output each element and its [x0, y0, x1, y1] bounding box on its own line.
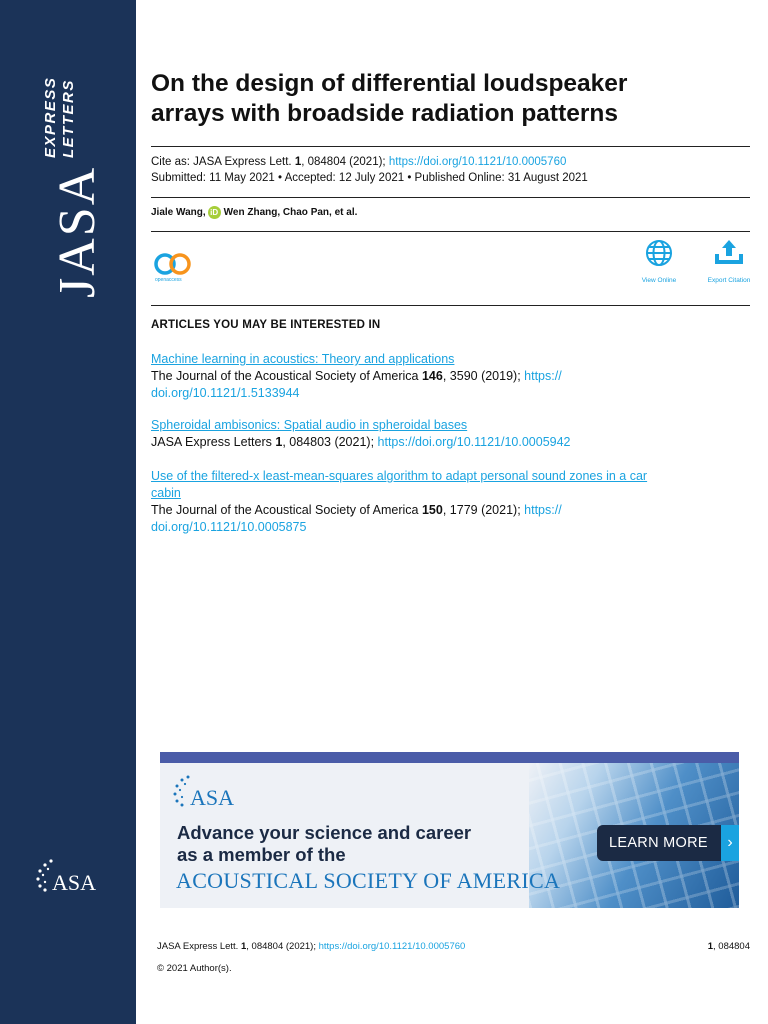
cite-line: [151, 154, 588, 170]
export-citation-label: Export Citation: [707, 277, 751, 284]
related-article-pages: , 1779 (2021);: [442, 503, 525, 517]
footer-citation-rest: , 084804 (2021);: [246, 941, 319, 952]
view-online-button[interactable]: [624, 238, 694, 284]
related-article-journal: The Journal of the Acoustical Society of America: [151, 503, 422, 517]
journal-sidebar: [0, 0, 136, 1024]
author-others[interactable]: Wen Zhang, Chao Pan, et al.: [223, 207, 358, 218]
journal-logo-main: JASA: [49, 165, 106, 298]
related-article: [151, 417, 741, 451]
author-first[interactable]: Jiale Wang,: [151, 207, 206, 218]
footer-citation: [157, 941, 465, 952]
cite-prefix: Cite as: JASA Express Lett.: [151, 156, 295, 168]
related-article-title-line1: Use of the filtered-x least-mean-squares algorithm to adapt personal sound zones in a car: [151, 469, 648, 483]
learn-more-button[interactable]: [597, 825, 739, 861]
ad-headline: [177, 822, 471, 866]
related-article-doi[interactable]: https://: [524, 503, 562, 517]
related-article-source: [151, 434, 741, 451]
article-doi-link[interactable]: https://doi.org/10.1121/10.0005760: [388, 156, 567, 168]
related-article-volume: 1: [275, 435, 283, 449]
copyright-notice: © 2021 Author(s).: [157, 963, 232, 974]
ad-top-bar: [160, 752, 739, 763]
citation-block: [151, 154, 588, 186]
related-article-source: [151, 368, 741, 402]
divider: [151, 305, 750, 306]
learn-more-label: LEARN MORE: [609, 835, 708, 851]
ad-headline-line2: as a member of the: [177, 844, 346, 865]
related-article-doi[interactable]: https://doi.org/10.1121/10.0005942: [377, 435, 571, 449]
related-article-volume: 146: [421, 369, 443, 383]
related-article-title-line2: cabin: [151, 486, 181, 500]
related-article-pages: , 084803 (2021);: [282, 435, 378, 449]
asa-membership-ad[interactable]: [160, 752, 739, 908]
divider: [151, 146, 750, 147]
footer-volume: 1: [240, 941, 247, 952]
related-article-volume: 150: [421, 503, 443, 517]
related-article-title[interactable]: Spheroidal ambisonics: Spatial audio in spheroidal bases: [151, 418, 468, 432]
footer-page-volume: 1: [707, 941, 714, 952]
open-access-label: openaccess: [155, 277, 182, 283]
related-article-doi-cont[interactable]: doi.org/10.1121/10.0005875: [151, 520, 307, 534]
export-citation-button[interactable]: [694, 238, 764, 284]
publication-dates: Submitted: 11 May 2021 • Accepted: 12 July 2021 • Published Online: 31 August 2021: [151, 172, 588, 184]
related-article-journal: JASA Express Letters: [151, 435, 276, 449]
article-title-line2: arrays with broadside radiation patterns: [151, 100, 618, 127]
article-title: [151, 69, 751, 129]
open-access-icon: [152, 250, 194, 284]
divider: [151, 231, 750, 232]
export-icon: [712, 238, 746, 268]
cite-volume: 1: [294, 156, 302, 168]
article-title-line1: On the design of differential loudspeaker: [151, 70, 628, 97]
related-article-pages: , 3590 (2019);: [442, 369, 525, 383]
cite-rest: , 084804 (2021);: [301, 156, 389, 168]
related-article-title[interactable]: Machine learning in acoustics: Theory and applications: [151, 352, 455, 366]
related-article: [151, 351, 741, 402]
related-article-source: [151, 502, 741, 536]
orcid-icon[interactable]: iD: [208, 206, 221, 219]
journal-logo-sub2: LETTERS: [60, 79, 77, 158]
related-article-doi[interactable]: https://: [524, 369, 562, 383]
journal-logo-sub1: EXPRESS: [42, 76, 59, 158]
ad-headline-line1: Advance your science and career: [177, 822, 472, 843]
footer-doi-link[interactable]: https://doi.org/10.1121/10.0005760: [318, 941, 466, 952]
asa-sidebar-logo: [34, 855, 114, 901]
chevron-right-icon: ›: [721, 825, 739, 861]
related-articles-heading: ARTICLES YOU MAY BE INTERESTED IN: [151, 319, 381, 331]
footer-citation-prefix: JASA Express Lett.: [157, 941, 241, 952]
globe-icon: [644, 238, 674, 268]
ad-asa-logo-text: ASA: [190, 785, 235, 810]
footer-page: , 084804: [713, 941, 750, 952]
related-article-journal: The Journal of the Acoustical Society of America: [151, 369, 422, 383]
ad-asa-logo: [172, 772, 262, 812]
footer-page-number: [708, 941, 750, 952]
author-list: [151, 206, 357, 219]
asa-sidebar-logo-text: ASA: [52, 870, 97, 895]
jasa-express-letters-logo: [26, 62, 116, 302]
related-article-doi-cont[interactable]: doi.org/10.1121/1.5133944: [151, 386, 300, 400]
view-online-label: View Online: [641, 277, 677, 284]
divider: [151, 197, 750, 198]
related-article: [151, 468, 741, 536]
ad-society-name: ACOUSTICAL SOCIETY OF AMERICA: [176, 868, 561, 893]
related-article-title[interactable]: [151, 468, 741, 502]
